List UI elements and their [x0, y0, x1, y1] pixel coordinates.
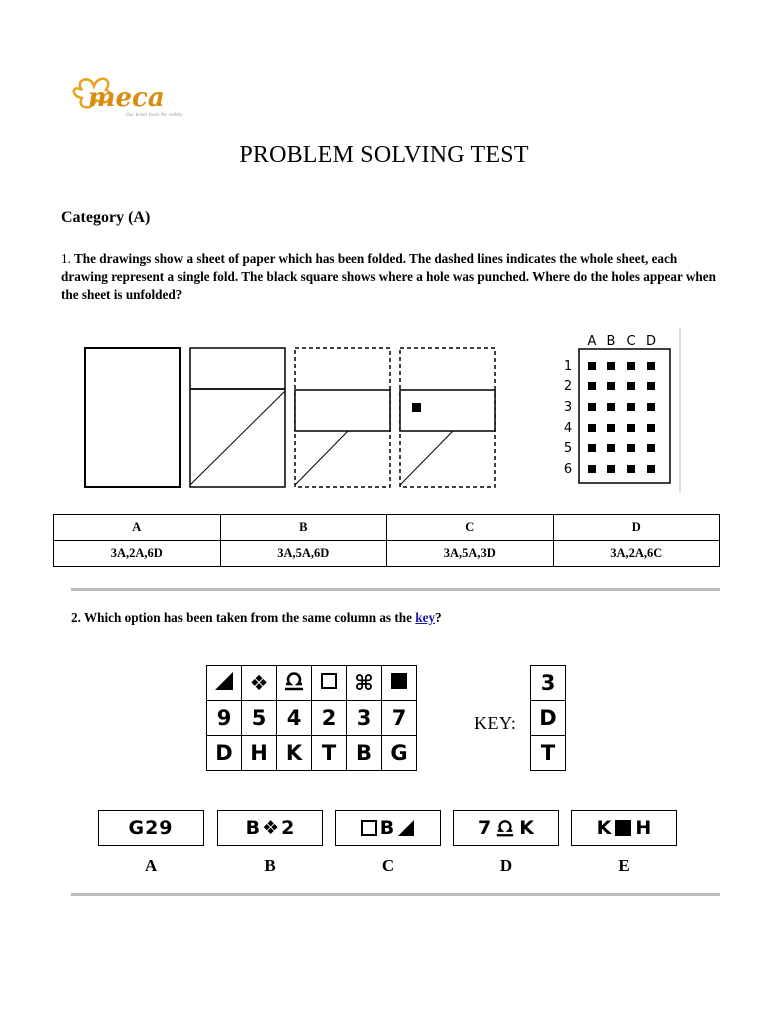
- option-e-label: E: [618, 856, 630, 875]
- table-cell: T: [312, 736, 347, 771]
- option-b-text: B: [245, 817, 261, 839]
- grid-hole: [647, 382, 655, 390]
- libra-icon: [493, 818, 517, 838]
- question-1-number: 1.: [61, 251, 71, 266]
- grid-hole: [627, 465, 635, 473]
- grid-hole: [647, 362, 655, 370]
- table-cell: D: [207, 736, 242, 771]
- punched-hole: [412, 403, 421, 412]
- grid-hole: [647, 403, 655, 411]
- open-square-icon: [360, 819, 378, 837]
- grid-hole: [607, 403, 615, 411]
- table-cell: 3: [347, 701, 382, 736]
- grid-hole: [627, 403, 635, 411]
- table-cell: [277, 666, 312, 701]
- table-row: [54, 541, 720, 567]
- fold-step-1: [85, 348, 180, 487]
- option-c-label: C: [381, 856, 395, 875]
- table-cell: [312, 666, 347, 701]
- grid-col-label: C: [626, 334, 636, 349]
- table-cell: G: [382, 736, 417, 771]
- key-cell: T: [531, 736, 566, 771]
- question-2-text: 2. Which option has been taken from the same column as the: [71, 610, 416, 625]
- option-a-box[interactable]: [98, 810, 204, 846]
- option-a-label: A: [144, 856, 158, 875]
- table-cell: 2: [312, 701, 347, 736]
- option-b-label: B: [264, 856, 276, 875]
- grid-hole: [588, 444, 596, 452]
- fold-step-2: [190, 348, 285, 487]
- grid-hole: [588, 465, 596, 473]
- option-a-text: G29: [128, 817, 174, 839]
- grid-hole: [607, 444, 615, 452]
- symbol-icon-row: [207, 666, 417, 701]
- table-cell: 5: [242, 701, 277, 736]
- option-e-text: H: [635, 817, 652, 839]
- option-b-text: 2: [281, 817, 295, 839]
- table-header: A: [54, 515, 221, 541]
- table-cell: [242, 666, 277, 701]
- command-icon: ⌘: [354, 671, 374, 695]
- grid-hole: [607, 362, 615, 370]
- filled-square-icon: [614, 819, 632, 837]
- table-cell: [382, 666, 417, 701]
- triangle-icon: [396, 818, 416, 838]
- fold-step-3: [295, 348, 390, 487]
- fold-diagram: [80, 342, 500, 492]
- table-header-row: [54, 515, 720, 541]
- grid-hole: [647, 424, 655, 432]
- table-cell: [207, 666, 242, 701]
- grid-hole: [588, 403, 596, 411]
- symbol-table: [206, 665, 417, 771]
- table-cell: 3A,5A,3D: [387, 541, 554, 567]
- option-d-box[interactable]: [453, 810, 559, 846]
- option-e-text: K: [596, 817, 612, 839]
- question-1: [61, 250, 721, 304]
- grid-row-label: 6: [563, 462, 573, 477]
- four-diamonds-icon: ❖: [249, 671, 269, 695]
- grid-hole: [627, 362, 635, 370]
- key-link[interactable]: key: [415, 610, 436, 625]
- option-e-box[interactable]: [571, 810, 677, 846]
- four-diamonds-icon: ❖: [262, 817, 280, 839]
- answer-options-table: [53, 514, 720, 567]
- category-heading: Category (A): [61, 209, 151, 226]
- page-title: PROBLEM SOLVING TEST: [239, 142, 529, 168]
- grid-hole: [588, 362, 596, 370]
- table-header: D: [553, 515, 720, 541]
- option-b-box[interactable]: [217, 810, 323, 846]
- libra-icon: [281, 670, 307, 692]
- question-2: [71, 610, 442, 626]
- divider: [71, 588, 720, 591]
- grid-row-label: 3: [563, 400, 573, 415]
- grid-hole: [647, 465, 655, 473]
- option-d-label: D: [499, 856, 513, 875]
- logo-text: meca: [88, 83, 165, 113]
- grid-hole: [607, 424, 615, 432]
- grid-col-label: D: [645, 334, 657, 349]
- table-cell: 3A,2A,6D: [54, 541, 221, 567]
- option-c-box[interactable]: [335, 810, 441, 846]
- key-table: [530, 665, 566, 771]
- grid-hole: [647, 444, 655, 452]
- divider: [71, 893, 720, 896]
- grid-hole: [627, 424, 635, 432]
- key-cell: 3: [531, 666, 566, 701]
- table-cell: 4: [277, 701, 312, 736]
- grid-row-label: 2: [563, 379, 573, 394]
- grid-hole: [588, 424, 596, 432]
- grid-hole: [588, 382, 596, 390]
- option-c-text: B: [379, 817, 395, 839]
- table-cell: K: [277, 736, 312, 771]
- grid-row-label: 5: [563, 441, 573, 456]
- question-2-suffix: ?: [435, 610, 442, 625]
- key-label: KEY:: [474, 713, 517, 733]
- hole-grid: [558, 328, 688, 496]
- meca-logo: [68, 72, 188, 122]
- key-cell: D: [531, 701, 566, 736]
- table-header: B: [220, 515, 387, 541]
- grid-hole: [607, 382, 615, 390]
- option-d-text: 7: [478, 817, 492, 839]
- grid-hole: [627, 382, 635, 390]
- triangle-icon: [213, 670, 235, 692]
- open-square-icon: [319, 671, 339, 691]
- logo-tagline: Our brain tools for safety: [126, 113, 183, 118]
- table-cell: [347, 666, 382, 701]
- filled-square-icon: [389, 671, 409, 691]
- grid-col-label: B: [606, 334, 616, 349]
- grid-hole: [627, 444, 635, 452]
- option-d-text: K: [519, 817, 534, 839]
- question-1-text: The drawings show a sheet of paper which has been folded. The dashed lines indicates the whole sheet, each drawing represent a single fold. The black square shows where a hole was punched. Where do the holes appear when the sheet is unfolded?: [61, 251, 716, 302]
- grid-row-label: 1: [563, 359, 573, 374]
- grid-col-label: A: [587, 334, 597, 349]
- fold-step-4: [400, 348, 495, 487]
- grid-row-label: 4: [563, 421, 573, 436]
- symbol-letter-row: [207, 736, 417, 771]
- table-cell: H: [242, 736, 277, 771]
- table-cell: 7: [382, 701, 417, 736]
- table-cell: 3A,2A,6C: [553, 541, 720, 567]
- table-cell: 3A,5A,6D: [220, 541, 387, 567]
- table-cell: B: [347, 736, 382, 771]
- symbol-number-row: [207, 701, 417, 736]
- grid-squares: [588, 362, 655, 473]
- table-header: C: [387, 515, 554, 541]
- grid-hole: [607, 465, 615, 473]
- table-cell: 9: [207, 701, 242, 736]
